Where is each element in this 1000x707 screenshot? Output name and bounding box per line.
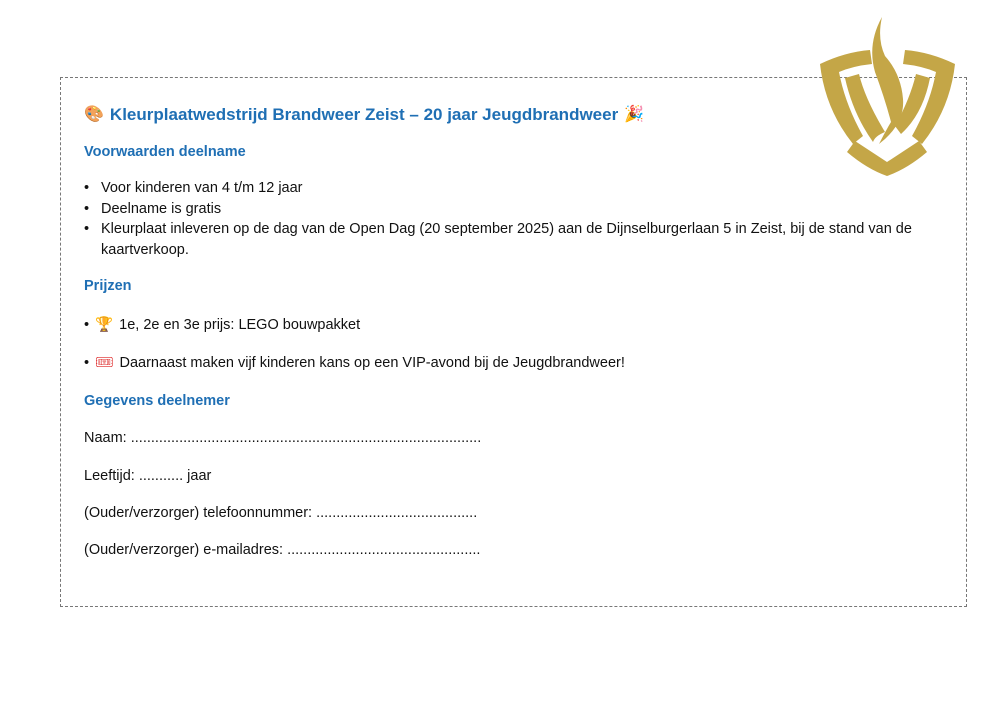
bullet: • [84, 354, 90, 371]
name-field[interactable]: Naam: ....................................................................................... [84, 430, 482, 446]
email-field[interactable]: (Ouder/verzorger) e-mailadres: ................................................ [84, 542, 481, 558]
prizes-heading: Prijzen [84, 278, 132, 294]
list-item: • Kleurplaat inleveren op de dag van de Open Dag (20 september 2025) aan de Dijnselburgerlaan 5 in Zeist, bij de stand van de kaartverkoop. [101, 219, 921, 260]
palette-icon: 🎨 [84, 106, 104, 123]
phone-field[interactable]: (Ouder/verzorger) telefoonnummer: ........................................ [84, 505, 478, 521]
bullet: • [84, 316, 90, 333]
prize-item [84, 354, 625, 371]
conditions-heading: Voorwaarden deelname [84, 144, 246, 160]
list-item: • Voor kinderen van 4 t/m 12 jaar [101, 178, 921, 199]
brandweer-logo-icon [815, 14, 960, 179]
form-content [84, 100, 924, 558]
ticket-icon: 🎟 [95, 355, 114, 371]
page-title [84, 100, 924, 130]
conditions-list [84, 178, 921, 260]
prize-text: Daarnaast maken vijf kinderen kans op een VIP-avond bij de Jeugdbrandweer! [119, 354, 625, 371]
list-item: • Deelname is gratis [101, 199, 921, 220]
party-popper-icon: 🎉 [624, 106, 645, 123]
trophy-icon: 🏆 [95, 317, 114, 333]
age-field[interactable]: Leeftijd: ........... jaar [84, 468, 212, 484]
participant-heading: Gegevens deelnemer [84, 393, 230, 409]
prize-item [84, 316, 360, 333]
prize-text: 1e, 2e en 3e prijs: LEGO bouwpakket [119, 316, 361, 333]
title-text: Kleurplaatwedstrijd Brandweer Zeist – 20 jaar Jeugdbrandweer [109, 105, 619, 124]
